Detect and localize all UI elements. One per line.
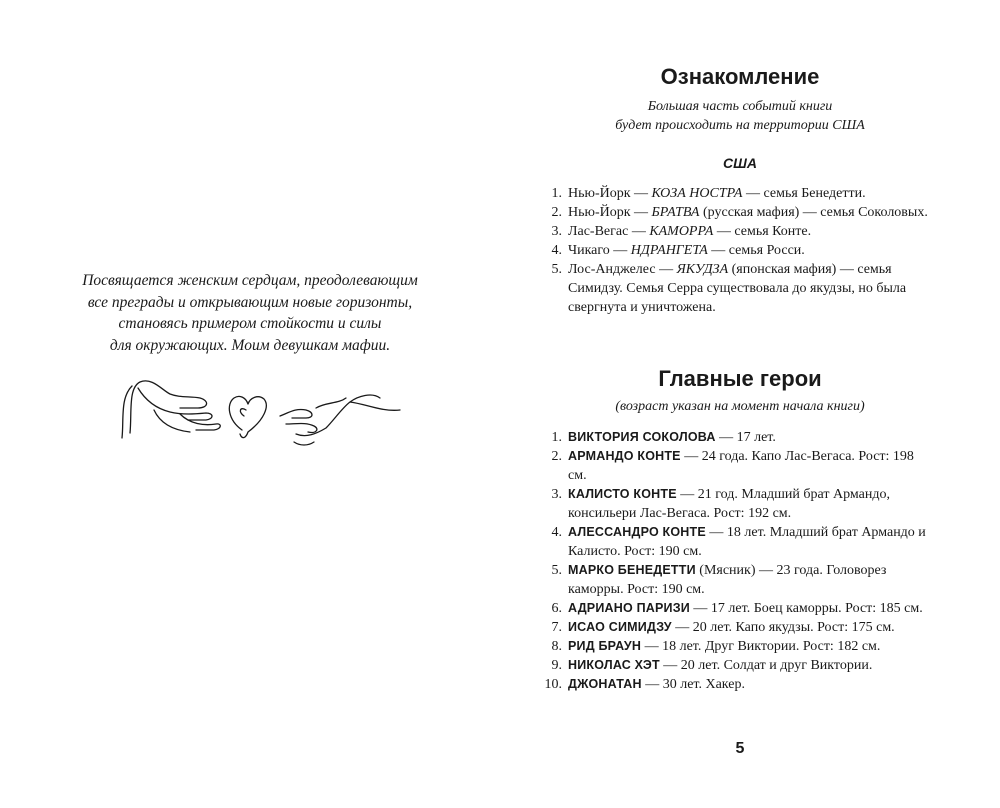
hero-name: ИСАО СИМИДЗУ [568, 620, 672, 634]
hero-name: КАЛИСТО КОНТЕ [568, 487, 677, 501]
list-item [540, 428, 935, 447]
item-rest: — семья Росси. [707, 243, 805, 258]
right-page [500, 0, 1000, 808]
hands-heart-line-art [110, 368, 410, 458]
hero-description: — 17 лет. [715, 430, 776, 445]
heroes-heading: Главные герои [658, 366, 822, 391]
hero-name: МАРКО БЕНЕДЕТТИ [568, 563, 696, 577]
item-number: 5. [551, 262, 562, 277]
hero-name: ДЖОНАТАН [568, 677, 642, 691]
hero-description: (Мясник) — 23 года. Головорез каморры. Рост: 190 см. [568, 563, 887, 597]
item-organization: ЯКУДЗА [676, 262, 729, 277]
list-item [540, 675, 935, 694]
item-organization: БРАТВА [651, 205, 700, 220]
item-city: Нью-Йорк [568, 186, 631, 201]
item-number: 2. [551, 449, 562, 464]
heroes-subtitle: (возраст указан на момент начала книги) [615, 399, 865, 414]
dedication-line: для окружающих. Моим девушкам мафии. [109, 336, 391, 354]
hero-description: — 18 лет. Младший брат Армандо и Калисто. Рост: 190 см. [568, 525, 926, 559]
hero-name: РИД БРАУН [568, 639, 642, 653]
item-organization: НДРАНГЕТА [630, 243, 708, 258]
list-item [540, 203, 935, 222]
item-organization: КАМОРРА [649, 224, 714, 239]
item-organization: КОЗА НОСТРА [651, 186, 743, 201]
item-number: 4. [551, 525, 562, 540]
item-number: 2. [551, 205, 562, 220]
list-item [540, 637, 935, 656]
item-number: 1. [551, 186, 562, 201]
item-dash: — [655, 262, 677, 277]
list-item [540, 485, 935, 523]
page-number: 5 [735, 740, 745, 757]
item-number: 9. [551, 658, 562, 673]
dedication-line: все преграды и открывающим новые горизонты, [87, 293, 413, 311]
item-number: 6. [551, 601, 562, 616]
hero-description: — 17 лет. Боец каморры. Рост: 185 см. [689, 601, 923, 616]
list-item [540, 260, 935, 317]
item-number: 7. [551, 620, 562, 635]
list-item [540, 184, 935, 203]
list-item [540, 561, 935, 599]
item-rest: (японская мафия) — семья Симидзу. Семья Серра существовала до якудзы, но была свергнута и уничтожена. [568, 262, 907, 315]
item-number: 4. [551, 243, 562, 258]
hero-description: — 20 лет. Солдат и друг Виктории. [659, 658, 873, 673]
intro-heading: Ознакомление [660, 64, 820, 89]
dedication-line: Посвящается женским сердцам, преодолевающим [82, 272, 418, 289]
hero-name: АЛЕССАНДРО КОНТЕ [568, 525, 706, 539]
item-number: 10. [544, 677, 562, 692]
mafia-families-list [540, 184, 935, 317]
hero-description: — 20 лет. Капо якудзы. Рост: 175 см. [671, 620, 895, 635]
item-city: Нью-Йорк [568, 205, 631, 220]
hero-description: — 24 года. Капо Лас-Вегаса. Рост: 198 см. [568, 449, 914, 483]
intro-subtitle-line: будет происходить на территории США [615, 118, 865, 133]
item-number: 1. [551, 430, 562, 445]
usa-section-label: США [723, 155, 757, 171]
item-number: 8. [551, 639, 562, 654]
item-number: 5. [551, 563, 562, 578]
item-rest: (русская мафия) — семья Соколовых. [699, 205, 928, 220]
hero-name: НИКОЛАС ХЭТ [568, 658, 660, 672]
item-number: 3. [551, 487, 562, 502]
dedication-line: становясь примером стойкости и силы [118, 315, 382, 332]
item-number: 3. [551, 224, 562, 239]
list-item [540, 447, 935, 485]
item-dash: — [609, 243, 631, 258]
list-item [540, 618, 935, 637]
item-city: Лас-Вегас [568, 224, 629, 239]
item-dash: — [630, 205, 652, 220]
hero-name: ВИКТОРИЯ СОКОЛОВА [568, 430, 716, 444]
intro-subtitle-line: Большая часть событий книги [647, 99, 833, 114]
list-item [540, 222, 935, 241]
item-rest: — семья Конте. [713, 224, 812, 239]
item-dash: — [628, 224, 650, 239]
heroes-list [540, 428, 935, 694]
hero-description: — 30 лет. Хакер. [641, 677, 745, 692]
list-item [540, 241, 935, 260]
list-item [540, 599, 935, 618]
intro-subtitle [500, 97, 980, 135]
item-city: Лос-Анджелес [568, 262, 656, 277]
dedication [70, 270, 430, 356]
item-rest: — семья Бенедетти. [742, 186, 866, 201]
hero-name: АРМАНДО КОНТЕ [568, 449, 681, 463]
item-city: Чикаго [568, 243, 610, 258]
item-dash: — [630, 186, 652, 201]
hero-description: — 21 год. Младший брат Армандо, консильери Лас-Вегаса. Рост: 192 см. [568, 487, 890, 521]
list-item [540, 656, 935, 675]
hero-name: АДРИАНО ПАРИЗИ [568, 601, 690, 615]
list-item [540, 523, 935, 561]
hero-description: — 18 лет. Друг Виктории. Рост: 182 см. [641, 639, 881, 654]
